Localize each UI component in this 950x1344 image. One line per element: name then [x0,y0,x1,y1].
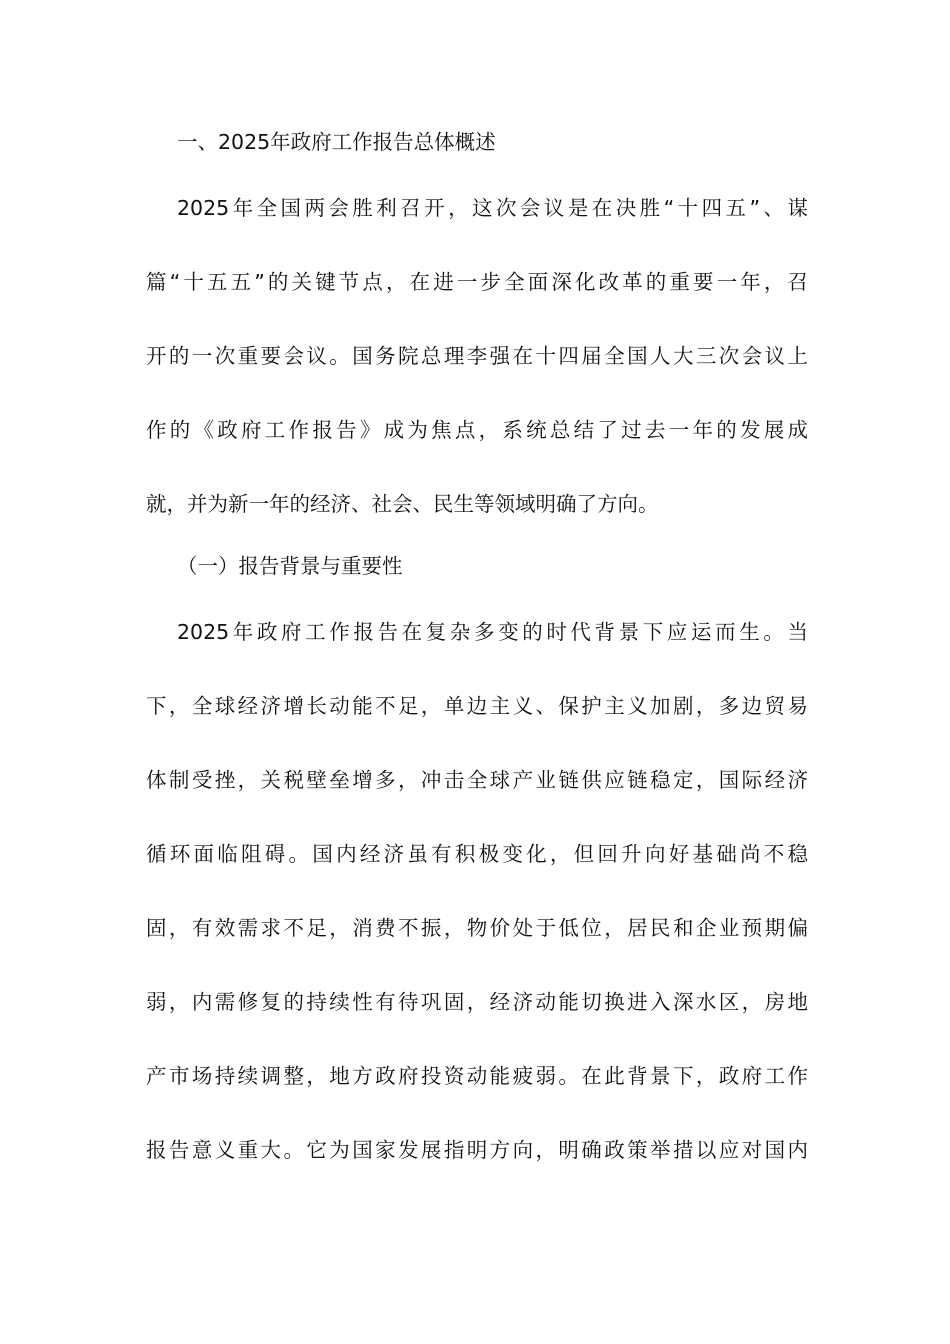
paragraph-line: 就，并为新一年的经济、社会、民生等领域明确了方向。 [146,492,659,516]
paragraph-line: 作的《政府工作报告》成为焦点，系统总结了过去一年的发展成 [146,418,808,442]
section-heading: 一、2025年政府工作报告总体概述 [177,130,496,154]
paragraph-line: 篇“十五五”的关键节点，在进一步全面深化改革的重要一年，召 [146,270,808,294]
paragraph-line: 循环面临阻碍。国内经济虽有积极变化，但回升向好基础尚不稳 [146,842,808,866]
paragraph-line: 下，全球经济增长动能不足，单边主义、保护主义加剧，多边贸易 [146,694,808,718]
paragraph-line: 2025年全国两会胜利召开，这次会议是在决胜“十四五”、谋 [177,196,808,220]
paragraph-line: 产市场持续调整，地方政府投资动能疲弱。在此背景下，政府工作 [146,1064,808,1088]
paragraph-line: 弱，内需修复的持续性有待巩固，经济动能切换进入深水区，房地 [146,990,808,1014]
paragraph-line: 开的一次重要会议。国务院总理李强在十四届全国人大三次会议上 [146,344,808,368]
subsection-heading: （一）报告背景与重要性 [177,554,403,578]
paragraph-line: 体制受挫，关税壁垒增多，冲击全球产业链供应链稳定，国际经济 [146,768,808,792]
paragraph-line: 报告意义重大。它为国家发展指明方向，明确政策举措以应对国内 [146,1138,808,1162]
paragraph-line: 2025年政府工作报告在复杂多变的时代背景下应运而生。当 [177,620,808,644]
paragraph-line: 固，有效需求不足，消费不振，物价处于低位，居民和企业预期偏 [146,916,808,940]
